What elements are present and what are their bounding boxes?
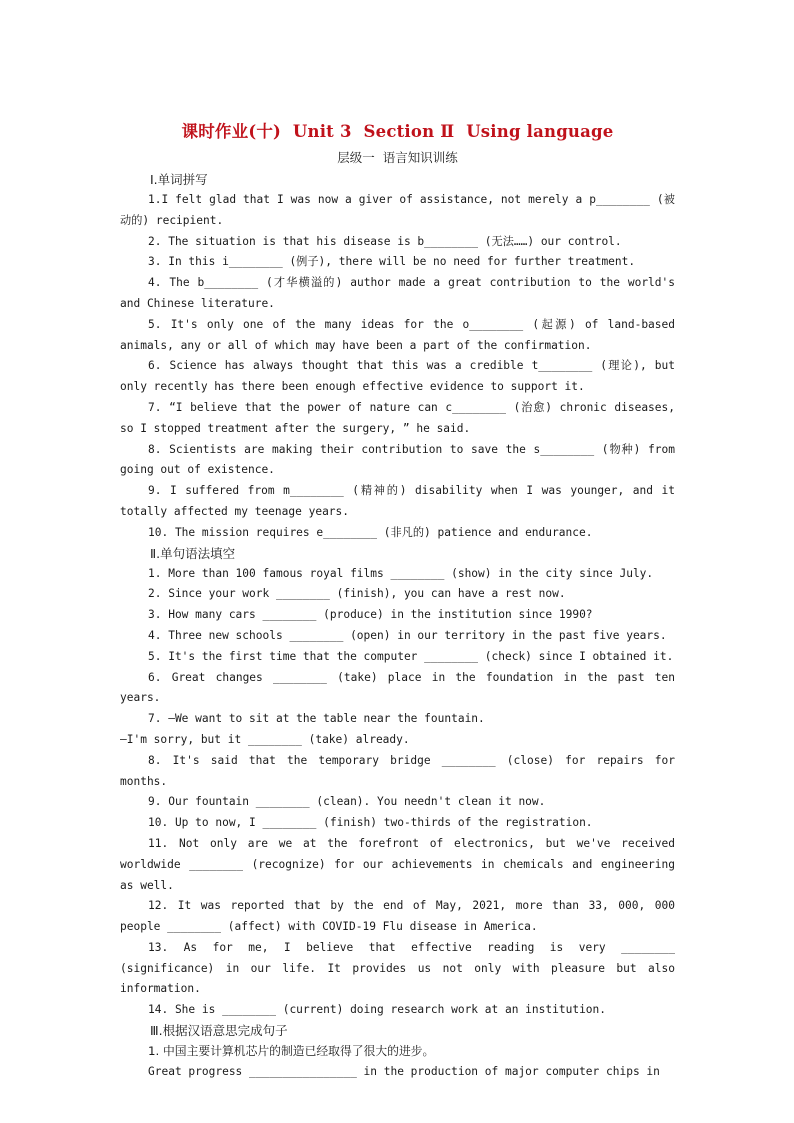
- question-item: 7. —We want to sit at the table near the fountain.: [148, 712, 485, 726]
- question-item: 6. Science has always thought that this was a credible t________ (理论), but only recently has there been enough effective evidence to support it.: [120, 359, 682, 394]
- level-heading: 层级一 语言知识训练: [337, 150, 458, 165]
- question-item: 14. She is ________ (current) doing research work at an institution.: [148, 1003, 607, 1017]
- question-item: 5. It's the first time that the computer ________ (check) since I obtained it.: [148, 649, 674, 663]
- question-item: 13. As for me, I believe that effective reading is very ________ (significance) in our life. It provides us not only with pleasure but also information.: [120, 940, 682, 996]
- question-item: 5. It's only one of the many ideas for the o________ (起源) of land-based animals, any or all of which may have been a part of the confirmation.: [120, 317, 682, 352]
- page-title: 课时作业(十) Unit 3 Section Ⅱ Using language: [181, 122, 614, 141]
- section-heading: Ⅰ.单词拼写: [150, 172, 208, 187]
- question-item: 6. Great changes ________ (take) place in the foundation in the past ten years.: [120, 670, 682, 705]
- worksheet-page: [120, 120, 682, 1083]
- section-grammar: [120, 544, 682, 1022]
- question-item-reply: —I'm sorry, but it ________ (take) already.: [120, 732, 410, 746]
- question-item: 1. 中国主要计算机芯片的制造已经取得了很大的进步。: [148, 1044, 435, 1059]
- question-item: 9. I suffered from m________ (精神的) disability when I was younger, and it totally affected my teenage years.: [120, 484, 682, 518]
- question-item: 10. Up to now, I ________ (finish) two-thirds of the registration.: [148, 816, 593, 830]
- question-item: 8. Scientists are making their contribution to save the s________ (物种) from going out of existence.: [120, 442, 682, 477]
- question-item: 1.I felt glad that I was now a giver of assistance, not merely a p________ (被动的) recipient.: [120, 193, 675, 227]
- question-item: 3. In this i________ (例子), there will be no need for further treatment.: [148, 255, 636, 269]
- section-vocabulary: [120, 170, 682, 544]
- section-translation: [120, 1021, 675, 1083]
- question-item: 3. How many cars ________ (produce) in the institution since 1990?: [148, 608, 593, 622]
- question-item: 8. It's said that the temporary bridge ________ (close) for repairs for months.: [120, 753, 682, 788]
- section-heading: Ⅲ.根据汉语意思完成句子: [150, 1023, 288, 1039]
- question-item: 2. The situation is that his disease is b________ (无法……) our control.: [148, 234, 622, 248]
- answer-line: Great progress ________________ in the production of major computer chips in: [148, 1064, 660, 1078]
- question-item: 12. It was reported that by the end of May, 2021, more than 33, 000, 000 people ________ (affect) with COVID-19 Flu disease in America.: [120, 899, 682, 934]
- question-item: 4. The b________ (才华横溢的) author made a great contribution to the world's and Chinese literature.: [120, 276, 682, 310]
- question-item: 7. “I believe that the power of nature can c________ (治愈) chronic diseases, so I stopped treatment after the surgery, ” he said.: [120, 400, 682, 435]
- question-item: 11. Not only are we at the forefront of electronics, but we've received worldwide ________ (recognize) for our achievements in chemicals and engineering as well.: [120, 836, 682, 892]
- question-item: 10. The mission requires e________ (非凡的) patience and endurance.: [148, 525, 593, 539]
- section-heading: Ⅱ.单句语法填空: [150, 545, 236, 561]
- question-item: 4. Three new schools ________ (open) in our territory in the past five years.: [148, 628, 667, 642]
- question-item: 2. Since your work ________ (finish), you can have a rest now.: [148, 587, 566, 601]
- question-item: 9. Our fountain ________ (clean). You needn't clean it now.: [148, 795, 546, 809]
- question-item: 1. More than 100 famous royal films ________ (show) in the city since July.: [148, 566, 654, 580]
